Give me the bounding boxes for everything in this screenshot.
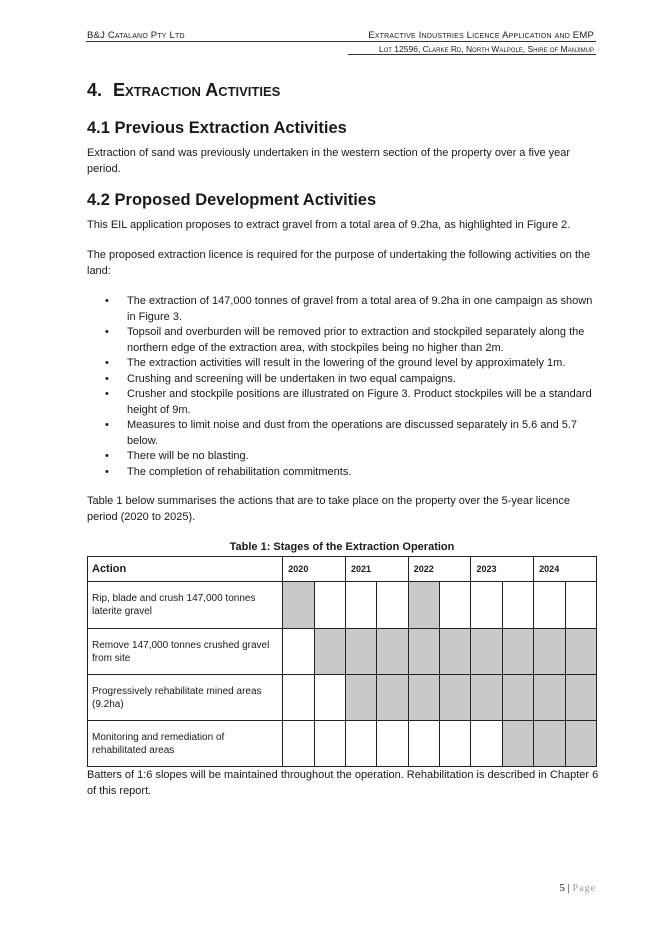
year-header: 2024	[534, 557, 597, 582]
schedule-cell-active	[502, 721, 533, 767]
header-company: B&J Catalano Pty Ltd	[87, 30, 185, 41]
schedule-cell	[377, 721, 408, 767]
table-summary-text: Table 1 below summarises the actions that are to take place on the property over the 5-year licence period (2020 to 2025).	[87, 495, 571, 523]
list-item: • The completion of rehabilitation commitments.	[87, 465, 599, 481]
list-item: • Crushing and screening will be undertaken in two equal campaigns.	[87, 372, 599, 388]
header-document-title: Extractive Industries Licence Application and EMP	[368, 30, 594, 41]
year-header: 2022	[408, 557, 471, 582]
schedule-cell-active	[440, 675, 471, 721]
subsection-4-1-heading: 4.1 Previous Extraction Activities	[87, 119, 347, 137]
year-header: 2021	[346, 557, 409, 582]
header-rule	[86, 41, 596, 42]
subsection-4-2-intro: This EIL application proposes to extract gravel from a total area of 9.2ha, as highlighted in Figure 2.	[87, 219, 571, 231]
schedule-cell-active	[408, 582, 439, 629]
list-item: • Measures to limit noise and dust from the operations are discussed separately in 5.6 and 5.7 below.	[87, 418, 599, 449]
schedule-cell-active	[283, 582, 314, 629]
schedule-cell-active	[471, 629, 502, 675]
schedule-cell-active	[534, 629, 565, 675]
schedule-cell	[283, 629, 314, 675]
schedule-cell	[377, 582, 408, 629]
schedule-cell-active	[502, 629, 533, 675]
section-title: Extraction Activities	[113, 80, 281, 100]
schedule-cell-active	[314, 629, 345, 675]
schedule-cell	[408, 721, 439, 767]
schedule-cell	[440, 721, 471, 767]
table-row	[88, 629, 597, 675]
section-heading	[87, 80, 280, 101]
schedule-cell-active	[471, 675, 502, 721]
year-header: 2023	[471, 557, 534, 582]
table-caption: Table 1: Stages of the Extraction Operation	[229, 541, 455, 553]
header-rule-short	[348, 54, 596, 55]
schedule-cell	[314, 582, 345, 629]
page-label: Page	[572, 883, 596, 894]
schedule-cell-active	[502, 675, 533, 721]
schedule-cell-active	[377, 675, 408, 721]
schedule-cell-active	[565, 675, 596, 721]
schedule-cell	[346, 721, 377, 767]
schedule-cell	[471, 721, 502, 767]
action-cell: Progressively rehabilitate mined areas (9.2ha)	[88, 675, 283, 721]
schedule-cell	[502, 582, 533, 629]
list-item: • The extraction of 147,000 tonnes of gravel from a total area of 9.2ha in one campaign as shown in Figure 3.	[87, 294, 599, 325]
page-footer	[559, 882, 596, 894]
schedule-cell	[283, 675, 314, 721]
table-row	[88, 675, 597, 721]
table-header-row	[88, 557, 597, 582]
schedule-cell-active	[408, 675, 439, 721]
activities-list	[87, 294, 599, 480]
page-separator: |	[567, 882, 570, 894]
schedule-cell-active	[346, 675, 377, 721]
subsection-4-2-heading: 4.2 Proposed Development Activities	[87, 191, 377, 209]
action-cell: Remove 147,000 tonnes crushed gravel from site	[88, 629, 283, 675]
subsection-4-2-purpose: The proposed extraction licence is required for the purpose of undertaking the following activities on the land:	[87, 249, 591, 277]
page-number: 5	[559, 882, 565, 894]
schedule-cell	[471, 582, 502, 629]
year-header: 2020	[283, 557, 346, 582]
schedule-cell	[314, 675, 345, 721]
list-item: • Crusher and stockpile positions are illustrated on Figure 3. Product stockpiles will be a standard height of 9m.	[87, 387, 599, 418]
schedule-cell-active	[534, 675, 565, 721]
schedule-cell	[534, 582, 565, 629]
section-number: 4.	[87, 80, 103, 100]
action-column-header: Action	[88, 557, 283, 582]
schedule-cell-active	[377, 629, 408, 675]
schedule-cell	[314, 721, 345, 767]
schedule-cell-active	[565, 629, 596, 675]
list-item: • The extraction activities will result in the lowering of the ground level by approximately 1m.	[87, 356, 599, 372]
table-row	[88, 582, 597, 629]
closing-paragraph: Batters of 1:6 slopes will be maintained throughout the operation. Rehabilitation is described in Chapter 6 of this report.	[87, 769, 599, 797]
header-location: Lot 12596, Clarke Rd, North Walpole, Shire of Manjimup	[378, 44, 594, 54]
table-row	[88, 721, 597, 767]
schedule-cell-active	[534, 721, 565, 767]
list-item: • Topsoil and overburden will be removed prior to extraction and stockpiled separately along the northern edge of the extraction area, with stockpiles being no higher than 2m.	[87, 325, 599, 356]
schedule-cell-active	[440, 629, 471, 675]
subsection-4-1-text: Extraction of sand was previously undertaken in the western section of the property over a five year period.	[87, 147, 571, 175]
schedule-cell-active	[565, 721, 596, 767]
schedule-cell	[565, 582, 596, 629]
schedule-cell	[283, 721, 314, 767]
stages-table	[87, 556, 597, 767]
action-cell: Monitoring and remediation of rehabilitated areas	[88, 721, 283, 767]
schedule-cell	[440, 582, 471, 629]
schedule-cell-active	[346, 629, 377, 675]
list-item: • There will be no blasting.	[87, 449, 599, 465]
schedule-cell	[346, 582, 377, 629]
action-cell: Rip, blade and crush 147,000 tonnes laterite gravel	[88, 582, 283, 629]
schedule-cell-active	[408, 629, 439, 675]
